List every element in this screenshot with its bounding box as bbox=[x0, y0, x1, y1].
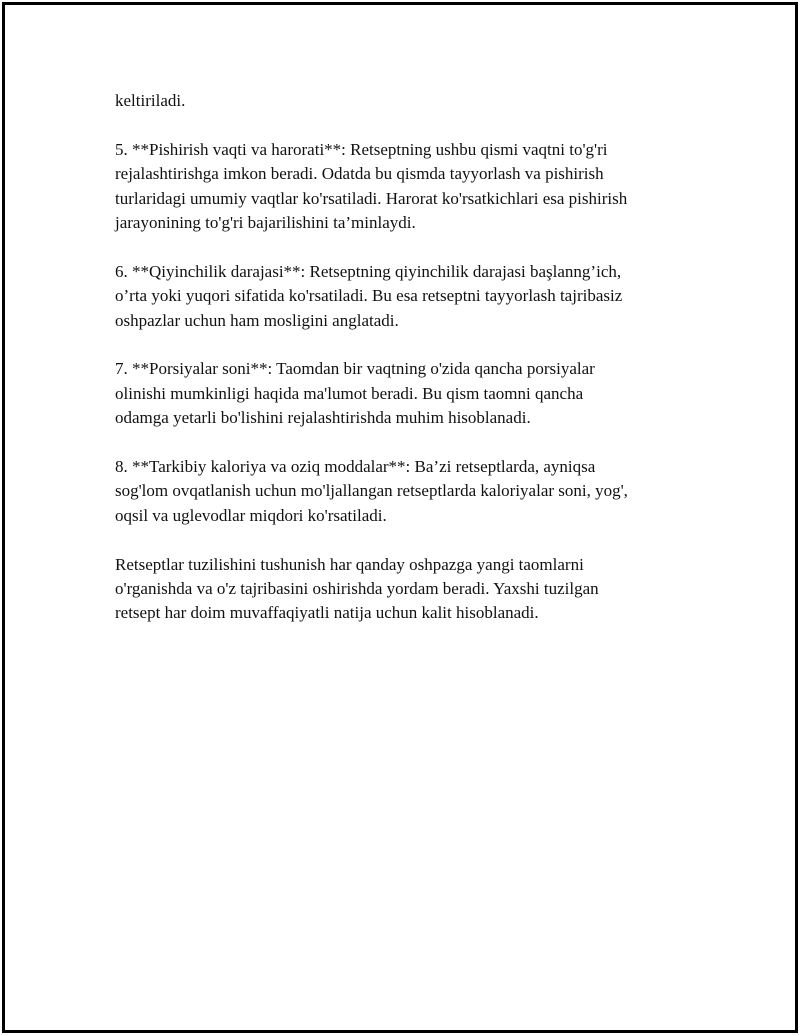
document-body bbox=[115, 89, 695, 650]
paragraph-continuation: keltiriladi. bbox=[115, 91, 186, 110]
paragraph-conclusion: Retseptlar tuzilishini tushunish har qanday oshpazga yangi taomlarni o'rganishda va o'z tajribasini oshirishda yordam beradi. Yaxshi tuzilgan retsept har doim muvaffaqiyatli natija uchun kalit hisoblanadi. bbox=[115, 554, 599, 623]
paragraph-servings: 7. **Porsiyalar soni**: Taomdan bir vaqtning o'zida qancha porsiyalar olinishi mumkinligi haqida ma'lumot beradi. Bu qism taomni qancha odamga yetarli bo'lishini rejalashtirishda muhim hisoblanadi. bbox=[115, 359, 595, 428]
paragraph-nutrition: 8. **Tarkibiy kaloriya va oziq moddalar**: Ba’zi retseptlarda, ayniqsa sog'lom ovqatlanish uchun mo'ljallangan retseptlarda kaloriyalar soni, yog', oqsil va uglevodlar miqdori ko'rsatiladi. bbox=[115, 457, 628, 525]
paragraph-cooking-time: 5. **Pishirish vaqti va harorati**: Retseptning ushbu qismi vaqtni to'g'ri rejalashtirishga imkon beradi. Odatda bu qismda tayyorlash va pishirish turlaridagi umumiy vaqtlar ko'rsatiladi. Harorat ko'rsatkichlari esa pishirish jarayonining to'g'ri bajarilishini ta’minlaydi. bbox=[115, 139, 628, 233]
paragraph-difficulty: 6. **Qiyinchilik darajasi**: Retseptning qiyinchilik darajasi başlanng’ich, o’rta yoki yuqori sifatida ko'rsatiladi. Bu esa retseptni tayyorlash tajribasiz oshpazlar uchun ham mosligini anglatadi. bbox=[115, 261, 623, 330]
